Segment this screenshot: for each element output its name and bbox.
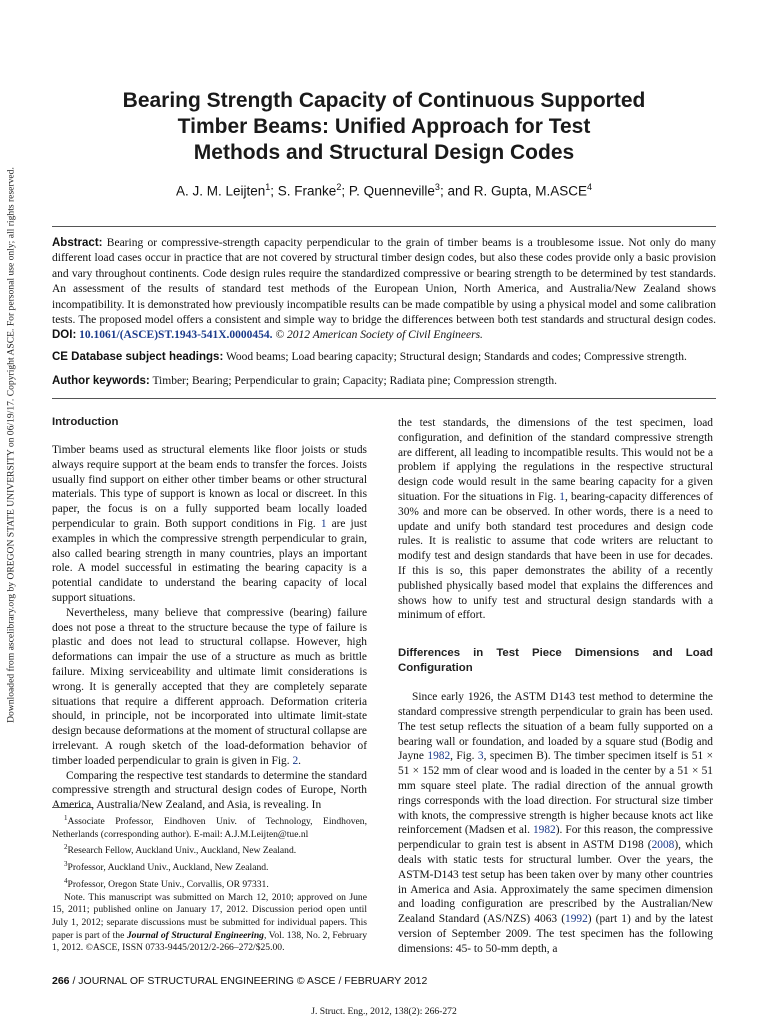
footnote-text: Professor, Oregon State Univ., Corvallis, OR 97331. (67, 879, 269, 891)
author-name: R. Gupta, M.ASCE (473, 183, 588, 199)
journal-name: Journal of Structural Engineering (126, 929, 264, 941)
reference-link[interactable]: 1982 (427, 750, 451, 763)
footnote-3: $^3$Professor, Auckland Univ., Auckland, New Zealand. (64, 860, 269, 874)
section-heading-introduction: Introduction (52, 416, 119, 428)
right-paragraph-1 (398, 416, 713, 623)
author-affiliation-mark: 1 (265, 182, 271, 192)
abstract-label: Abstract: (52, 237, 103, 249)
note-text: Note. This manuscript was submitted on March 12, 2010; approved on June 15, 2011; published online on January 17, 2012. Discussion period open until July 1, 2012; separate discussions must be submitted for individual papers. This paper is part of the (52, 891, 367, 941)
paragraph-text: Timber beams used as structural elements like floor joists or studs always require support at the beam ends to transfer the forces. Joists usually find support on either other timber beams or other structural materials. This type of support is known as local or discreet. In this paper, the focus is on a fully supported beam locally loaded perpendicular to grain. Both support conditions in Fig. (52, 444, 367, 530)
title-line-1: Bearing Strength Capacity of Continuous Supported (122, 89, 646, 112)
title-line-3: Methods and Structural Design Codes (193, 141, 575, 164)
figure-ref-link[interactable]: 3 (477, 750, 484, 763)
footnotes (52, 812, 367, 955)
intro-paragraph-3: Comparing the respective test standards to determine the standard compressive strength and structural design codes of Europe, North America, Australia/New Zealand, and Asia, is revealing. In (52, 769, 367, 812)
footnote-text: Associate Professor, Eindhoven Univ. of Technology, Eindhoven, Netherlands (corresponding author). E-mail: A.J.M.Leijten@tue.nl (52, 816, 367, 840)
author-affiliation-mark: 3 (434, 182, 440, 192)
author-name: P. Quenneville (348, 183, 435, 199)
footnote-rule (52, 807, 92, 808)
reference-link[interactable]: 1992 (565, 913, 588, 926)
footnote-text: Professor, Auckland Univ., Auckland, New Zealand. (67, 862, 269, 874)
page-number: 266 (52, 975, 70, 987)
footnote-2: $^2$Research Fellow, Auckland Univ., Auckland, New Zealand. (64, 843, 297, 857)
right-column (398, 416, 713, 957)
author-affiliation-mark: 2 (336, 182, 342, 192)
section-heading-differences: Differences in Test Piece Dimensions and Load Configuration (398, 647, 713, 675)
author-affiliation-mark: 4 (587, 182, 593, 192)
author-list (60, 182, 708, 199)
figure-ref-link[interactable]: 1 (320, 517, 327, 530)
download-notice: Downloaded from ascelibrary.org by OREGON STATE UNIVERSITY on 06/19/17. Copyright ASCE. For personal use only; all rights reserved. (5, 167, 17, 723)
subject-headings-text: Wood beams; Load bearing capacity; Structural design; Standards and codes; Compressive strength. (225, 351, 687, 363)
author-name: S. Franke (277, 183, 337, 199)
figure-ref-link[interactable]: 2 (292, 754, 299, 767)
journal-footer-text: / JOURNAL OF STRUCTURAL ENGINEERING © ASCE / FEBRUARY 2012 (69, 975, 428, 987)
citation-line: J. Struct. Eng., 2012, 138(2): 266-272 (311, 1006, 457, 1017)
figure-ref-link[interactable]: 1 (559, 490, 565, 503)
intro-paragraph-2 (52, 606, 367, 769)
paragraph-text: , specimen B). The timber specimen itself is 51 × 51 × 152 mm of clear wood and is loaded in the center by a 51 × 51 mm square steel plate. The radial direction of the annual growth rings corresponds with the load direction. For structural size timber with knots, the compressive strength is higher because knots act like reinforcement (Madsen et al. (398, 750, 713, 837)
note-text: , Vol. 138, No. 2, February 1, 2012. ©ASCE, ISSN 0733-9445/2012/2-266–272/$25.00. (52, 929, 367, 954)
paragraph-text: Nevertheless, many believe that compressive (bearing) failure does not pose a threat to the structure because the type of failure is plastic and does not lead to structural collapse. However, high deformations can impair the use of a structure as much as brittle failure. Mixing serviceability and ultimate limit considerations is wrong. It is generally accepted that they are completely separate situations that require a different approach. Deformation criteria should, in principle, not be incorporated into ultimate limit-state design because deformations at the moment of structural collapse are irrelevant. A rough sketch of the load-deformation behavior of timber loaded perpendicular to grain is given in Fig. (52, 606, 367, 767)
author-separator: ; and (439, 183, 474, 199)
page-footer (52, 975, 716, 987)
copyright-notice: © 2012 American Society of Civil Engineers. (275, 329, 483, 342)
paragraph-text: are just examples in which the compressive strength perpendicular to grain, also called bearing strength in many countries, plays an important role. A model successful in estimating the bearing capacity is a potential candidate to understand the bearing capacity of local support situations. (52, 517, 367, 604)
paragraph-text: ) (part 1) and by the latest version of September 2009. The test specimen has the following dimensions: 45- to 50-mm depth, a (398, 913, 713, 955)
doi-label: DOI: (52, 329, 77, 342)
abstract (52, 236, 716, 344)
author-keywords-label: Author keywords: (52, 375, 150, 387)
author-keywords (52, 374, 716, 389)
paragraph-text: the test standards, the dimensions of the test specimen, load configuration, and definition of the standard compressive strength are different, all leading to incompatible results. This would not be a problem if applying the regulations in the respective structural design code would result in the same bearing capacity for a given situation. For the situations in Fig. (398, 417, 713, 503)
download-notice-sidebar (0, 0, 22, 1024)
abstract-top-rule (52, 226, 716, 227)
abstract-bottom-rule (52, 398, 716, 399)
author-separator: ; (270, 183, 278, 199)
footnote-1: $^1$Associate Professor, Eindhoven Univ. of Technology, Eindhoven, Netherlands (corresponding author). E-mail: A.J.M.Leijten@tue.nl (52, 814, 367, 840)
left-column (52, 415, 367, 813)
footnote-text: Research Fellow, Auckland Univ., Auckland, New Zealand. (67, 845, 297, 857)
author-separator: ; (341, 183, 349, 199)
paragraph-text: . (298, 754, 301, 767)
paragraph-text: ), which deals with static tests for structural lumber. Over the years, the ASTM-D143 test setup has been taken over by many other countries in America and Asia. Approximately the same specimen dimension and loading configuration are prescribed by the Australian/New Zealand Standard (AS/NZS) 4063 ( (398, 839, 713, 926)
author-keywords-text: Timber; Bearing; Perpendicular to grain; Capacity; Radiata pine; Compression strength. (152, 375, 557, 387)
doi-link[interactable]: 10.1061/(ASCE)ST.1943-541X.0000454. (79, 329, 273, 342)
paragraph-text: ). For this reason, the compressive perpendicular to grain test is absent in ASTM D198 ( (398, 824, 713, 852)
reference-link[interactable]: 1982 (532, 824, 556, 837)
abstract-text: Bearing or compressive-strength capacity perpendicular to the grain of timber beams is a troublesome issue. Not only do many different load cases occur in practice that are not covered by structural timber design codes, but also these codes provide only a basic provision and vary throughout continents. Code design rules require the standardized compressive or bearing strength to be determined by test standards. An assessment of the results of standard test methods of the European Union, North America, and Australia/New Zealand shows incompatibility. It is demonstrated how previously incompatible results can be made compatible by using a physical model and some calibration tests. The proposed model offers a consistent and simple way to bridge the differences between both test standards and structural design codes. (52, 237, 717, 327)
footnote-4: $^4$Professor, Oregon State Univ., Corvallis, OR 97331. (64, 876, 269, 891)
right-paragraph-2 (398, 690, 713, 956)
title-line-2: Timber Beams: Unified Approach for Test (177, 115, 591, 138)
subject-headings (52, 350, 716, 365)
subject-headings-label: CE Database subject headings: (52, 351, 224, 363)
reference-link[interactable]: 2008 (651, 839, 675, 852)
intro-paragraph-1 (52, 443, 367, 606)
paragraph-text: , bearing-capacity differences of 30% and more can be observed. In other words, there is a need to update and unify both standard test procedures and design code rules. It is realistic to assume that code writers are reluctant to modify test and design standards that have been in use for decades. If this is so, this paper demonstrates the ability of a recently published physically based model that explains the differences and shows how to unify test and structural design standards with a minimum of effort. (398, 490, 714, 622)
submission-note (52, 892, 367, 955)
author-name: A. J. M. Leijten (175, 183, 266, 199)
paragraph-text: , Fig. (450, 750, 475, 763)
paragraph-text: Since early 1926, the ASTM D143 test method to determine the standard compressive strength perpendicular to grain has been used. The test setup reflects the situation of a beam fully supported on a bearing wall or foundation, and loaded by a square stud (Bodig and Jayne (398, 691, 713, 763)
paper-title (60, 88, 708, 166)
